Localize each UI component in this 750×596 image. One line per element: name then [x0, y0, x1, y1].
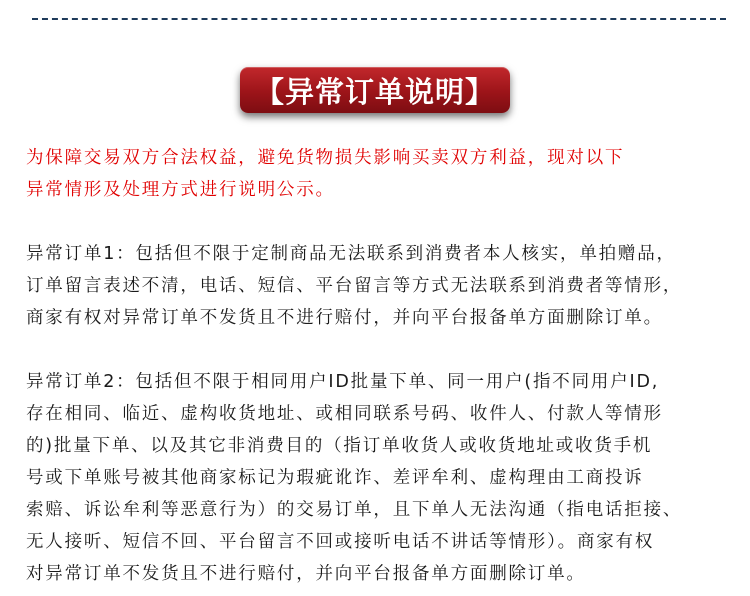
title-badge [240, 67, 510, 113]
case2-line: 异常订单2：包括但不限于相同用户ID批量下单、同一用户(指不同用户ID, [26, 372, 660, 392]
case2-line: 存在相同、临近、虚构收货地址、或相同联系号码、收件人、付款人等情形 [26, 404, 663, 424]
case2-line: 索赔、诉讼牟利等恶意行为）的交易订单，且下单人无法沟通（指电话拒接、 [26, 500, 683, 520]
abnormal-order-1-paragraph [26, 238, 682, 334]
case2-line: 号或下单账号被其他商家标记为瑕疵讹诈、差评牟利、虚构理由工商投诉 [26, 468, 644, 488]
case2-line: 的)批量下单、以及其它非消费目的（指订单收货人或收货地址或收货手机 [26, 436, 653, 456]
case2-line: 对异常订单不发货且不进行赔付，并向平台报备单方面删除订单。 [26, 564, 586, 584]
intro-paragraph [26, 142, 624, 206]
case1-line: 异常订单1：包括但不限于定制商品无法联系到消费者本人核实，单拍赠品， [26, 244, 676, 264]
intro-line: 异常情形及处理方式进行说明公示。 [26, 180, 335, 200]
page-title: 【异常订单说明】 [254, 74, 495, 109]
case1-line: 商家有权对异常订单不发货且不进行赔付，并向平台报备单方面删除订单。 [26, 308, 663, 328]
intro-line: 为保障交易双方合法权益，避免货物损失影响买卖双方利益，现对以下 [26, 148, 625, 168]
abnormal-order-2-paragraph [26, 366, 682, 590]
case2-line: 无人接听、短信不回、平台留言不回或接听电话不讲话等情形）。商家有权 [26, 532, 655, 552]
top-dashed-divider [32, 18, 726, 20]
case1-line: 订单留言表述不清，电话、短信、平台留言等方式无法联系到消费者等情形， [26, 276, 683, 296]
